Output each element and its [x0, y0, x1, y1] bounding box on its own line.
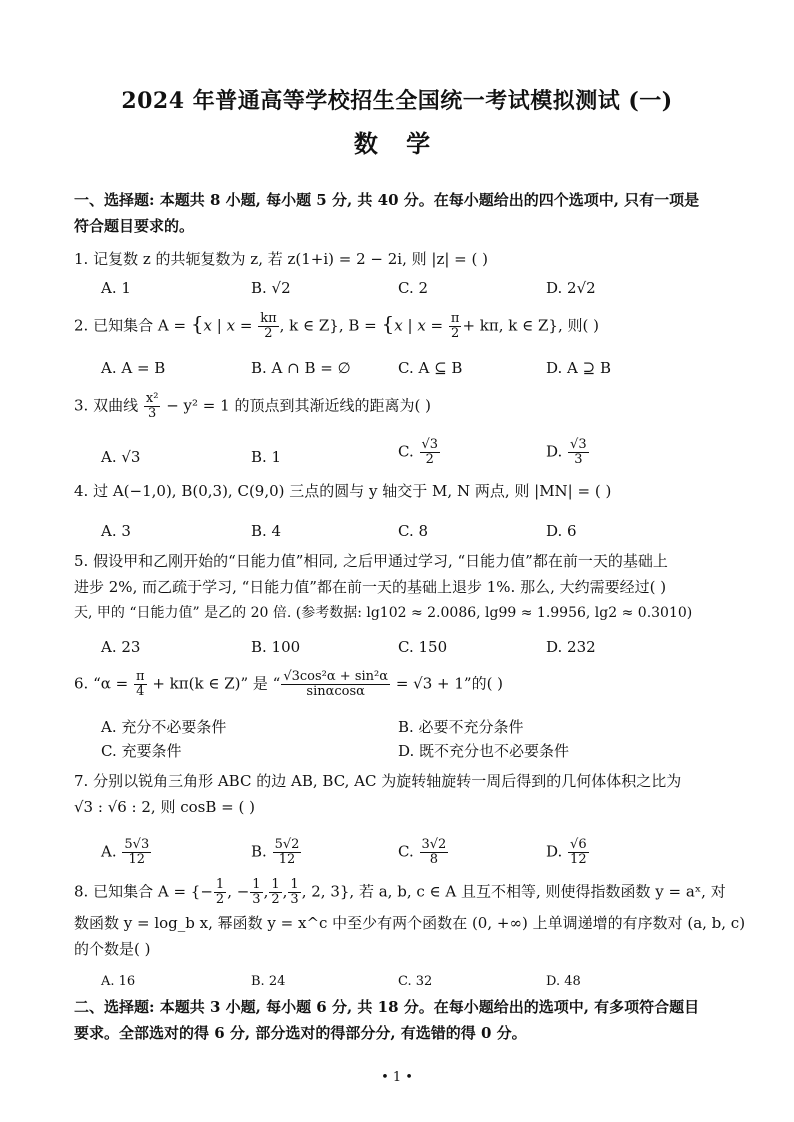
subject-title: 数 学 — [353, 129, 441, 158]
q7-option-c: C. $\frac{3√2}{8}$ — [398, 837, 447, 867]
q6-frac-a: $\frac{\pi}{4}$ — [136, 669, 145, 699]
q2-option-d: D. A ⊇ B — [546, 359, 611, 377]
q4-option-a: A. 3 — [101, 522, 131, 540]
q2-brace-a: { — [190, 311, 204, 336]
exam-title: 2024 年普通高等学校招生全国统一考试模拟测试 (一) — [121, 88, 673, 114]
question-3-stem — [74, 392, 724, 421]
question-7-stem — [74, 768, 724, 820]
question-4-stem: 4. 过 A(−1,0), B(0,3), C(9,0) 三点的圆与 y 轴交于 M, N 两点, 则 |MN| = ( ) — [74, 482, 612, 500]
q2-option-a: A. A = B — [101, 359, 166, 377]
question-6-stem — [74, 670, 724, 699]
q5-option-d: D. 232 — [546, 638, 596, 656]
q5-line1: 5. 假设甲和乙刚开始的“日能力值”相同, 之后甲通过学习, “日能力值”都在前一天的基础上 — [74, 552, 668, 570]
q2-set-b-tail: + kπ, k ∈ Z}, 则( ) — [462, 316, 599, 335]
q5-option-a: A. 23 — [101, 638, 141, 656]
q7-option-b: B. $\frac{5√2}{12}$ — [251, 837, 300, 867]
q2-set-a-tail: , k ∈ Z}, B = — [279, 316, 377, 335]
q3-option-a: A. √3 — [101, 448, 141, 466]
q1-option-a: A. 1 — [101, 279, 131, 297]
q2-option-c: C. A ⊆ B — [398, 359, 463, 377]
q7-line2: √3 : √6 : 2, 则 cosB = ( ) — [74, 798, 255, 816]
q6-option-c: C. 充要条件 — [101, 742, 182, 760]
q1-option-c: C. 2 — [398, 279, 429, 297]
q8-stem-b: 若 a, b, c ∈ A 且互不相等, 则使得指数函数 y = aˣ, 对 — [358, 882, 726, 901]
q2-set-b: x | x = — [394, 316, 444, 335]
q8-option-d: D. 48 — [546, 974, 581, 989]
q8-option-a: A. 16 — [101, 974, 136, 989]
q3-option-d: D. $\frac{√3}{3}$ — [546, 437, 587, 467]
section2-line1: 二、选择题: 本题共 3 小题, 每小题 6 分, 共 18 分。在每小题给出的选项中, 有多项符合题目 — [74, 998, 700, 1016]
q4-option-d: D. 6 — [546, 522, 577, 540]
q6-stem-b: + kπ(k ∈ Z)” 是 “ — [152, 674, 281, 693]
q2-brace-b: { — [381, 311, 395, 336]
q8-option-c: C. 32 — [398, 974, 433, 989]
q7-line1: 7. 分别以锐角三角形 ABC 的边 AB, BC, AC 为旋转轴旋转一周后得到的几何体体积之比为 — [74, 772, 682, 790]
q7-option-a: A. $\frac{5√3}{12}$ — [101, 837, 150, 867]
q8-line3: 的个数是( ) — [74, 940, 151, 958]
q5-option-c: C. 150 — [398, 638, 448, 656]
section1-line2: 符合题目要求的。 — [74, 217, 195, 235]
question-8-rest — [74, 910, 746, 962]
q8-set-tail: , 2, 3}, — [301, 882, 355, 901]
q3-option-b: B. 1 — [251, 448, 282, 466]
question-8-line1: 8. 已知集合 A = {− $\frac{1}{2}$ , − $\frac{1}{3}$ , $\frac{1}{2}$ , $\frac{1}{3}$ , 2, 3}, 若 a, b, c ∈ A 且互不相等, 则使得指数函数 y = aˣ, 对 — [74, 877, 726, 907]
q1-option-b: B. √2 — [251, 279, 291, 297]
q8-stem-a: 8. 已知集合 A = {− — [74, 882, 213, 901]
q4-option-b: B. 4 — [251, 522, 282, 540]
q2-stem-a: 2. 已知集合 A = — [74, 316, 187, 335]
q7-option-d: D. $\frac{√6}{12}$ — [546, 837, 587, 867]
q2-option-b: B. A ∩ B = ∅ — [251, 359, 351, 377]
q2-set-a: x | x = — [203, 316, 253, 335]
q4-option-c: C. 8 — [398, 522, 429, 540]
q1-option-d: D. 2√2 — [546, 279, 596, 297]
q3-frac: $\frac{\text{x²}}{3}$ — [145, 391, 159, 421]
q6-option-a: A. 充分不必要条件 — [101, 718, 227, 736]
q2-frac-b: $\frac{\pi}{2}$ — [450, 311, 460, 341]
q2-frac-a: $\frac{k\pi}{2}$ — [260, 311, 277, 341]
section2-line2: 要求。全部选对的得 6 分, 部分选对的得部分分, 有选错的得 0 分。 — [74, 1024, 527, 1042]
section2-heading — [74, 994, 722, 1046]
q6-option-b: B. 必要不充分条件 — [398, 718, 524, 736]
q3-stem-a: 3. 双曲线 — [74, 396, 139, 415]
q6-stem-c: = √3 + 1”的( ) — [395, 674, 504, 693]
q5-line3: 天, 甲的 “日能力值” 是乙的 20 倍. (参考数据: lg102 ≈ 2.0086, lg99 ≈ 1.9956, lg2 ≈ 0.3010) — [74, 605, 693, 621]
q8-line2: 数函数 y = log_b x, 幂函数 y = x^c 中至少有两个函数在 (0, +∞) 上单调递增的有序数对 (a, b, c) — [74, 914, 746, 932]
question-1-stem: 1. 记复数 z 的共轭复数为 z, 若 z(1+i) = 2 − 2i, 则 |z| = ( ) — [74, 250, 488, 268]
q3-option-c: C. $\frac{√3}{2}$ — [398, 437, 439, 467]
q6-stem-a: 6. “α = — [74, 674, 129, 693]
q6-option-d: D. 既不充分也不必要条件 — [398, 742, 570, 760]
q3-stem-b: − y² = 1 的顶点到其渐近线的距离为( ) — [166, 396, 431, 415]
q8-option-b: B. 24 — [251, 974, 286, 989]
question-5-stem — [74, 548, 724, 626]
section1-line1: 一、选择题: 本题共 8 小题, 每小题 5 分, 共 40 分。在每小题给出的四个选项中, 只有一项是 — [74, 191, 700, 209]
section1-heading — [74, 187, 722, 239]
q5-line2: 进步 2%, 而乙疏于学习, “日能力值”都在前一天的基础上退步 1%. 那么, 大约需要经过( ) — [74, 578, 667, 596]
page-number: • 1 • — [381, 1070, 413, 1085]
question-2-stem — [74, 312, 724, 341]
q6-frac-b: $\frac{\text{√3cos²α + sin²α}}{\sin\alpha\cos\alpha}$ — [283, 669, 389, 699]
q5-option-b: B. 100 — [251, 638, 301, 656]
